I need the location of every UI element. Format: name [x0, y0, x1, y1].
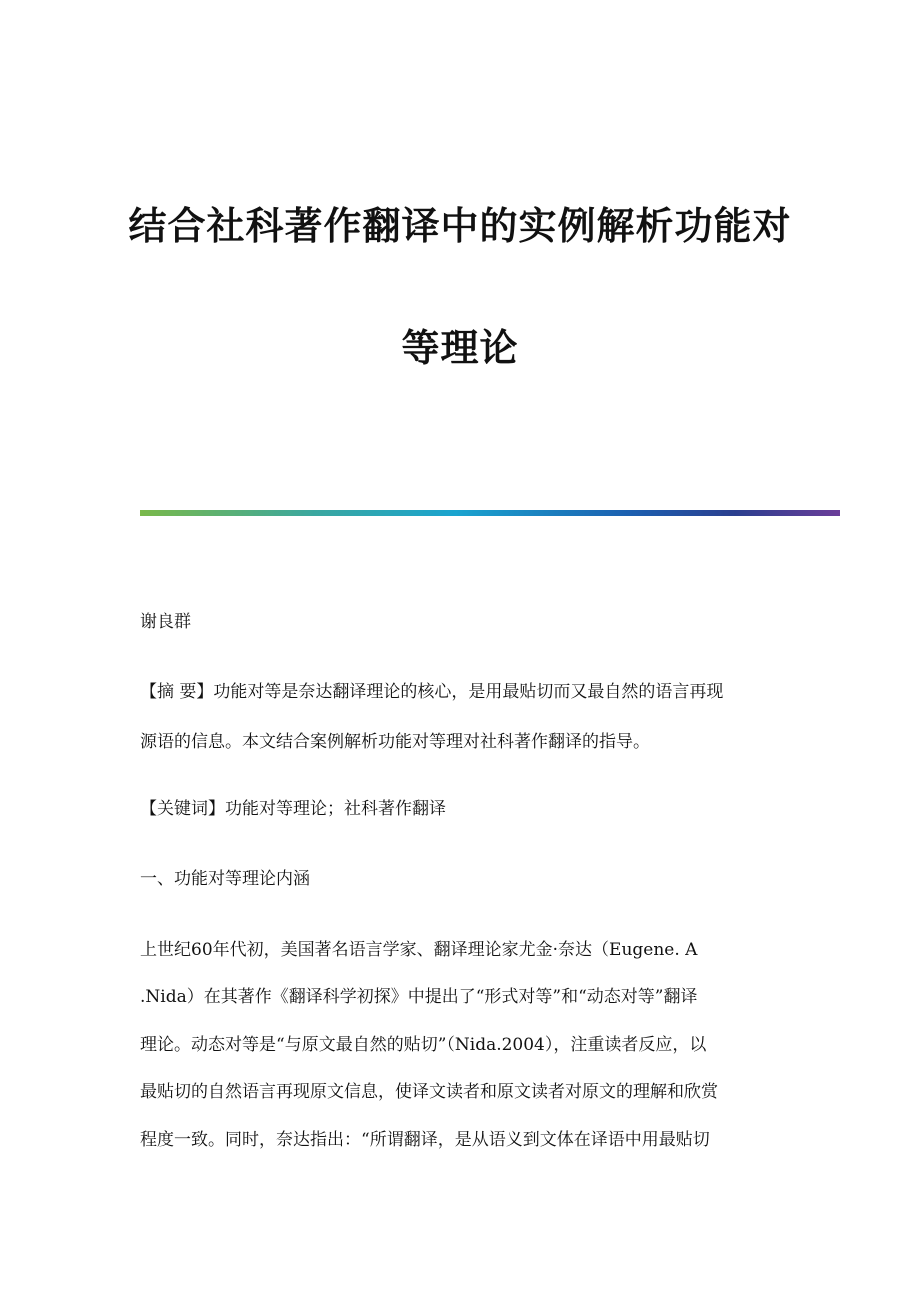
body-line-3: 理论。动态对等是“与原文最自然的贴切”（Nida.2004），注重读者反应，以 — [140, 1035, 707, 1055]
document-title-line-2: 等理论 — [401, 326, 519, 370]
body-line-1: 上世纪60年代初，美国著名语言学家、翻译理论家尤金·奈达（Eugene. A — [140, 940, 698, 960]
body-line-5: 程度一致。同时，奈达指出：“所谓翻译，是从语义到文体在译语中用最贴切 — [140, 1130, 710, 1150]
document-title-line-1: 结合社科著作翻译中的实例解析功能对 — [128, 204, 792, 248]
section-heading: 一、功能对等理论内涵 — [140, 869, 310, 889]
body-line-2: .Nida）在其著作《翻译科学初探》中提出了“形式对等”和“动态对等”翻译 — [140, 987, 698, 1007]
author-name: 谢良群 — [140, 612, 191, 632]
abstract-line-2: 源语的信息。本文结合案例解析功能对等理对社科著作翻译的指导。 — [140, 732, 650, 752]
body-line-4: 最贴切的自然语言再现原文信息，使译文读者和原文读者对原文的理解和欣赏 — [140, 1082, 718, 1102]
abstract-line-1: 【摘 要】功能对等是奈达翻译理论的核心，是用最贴切而又最自然的语言再现 — [140, 682, 724, 702]
gradient-divider — [140, 510, 840, 516]
keywords-line: 【关键词】功能对等理论；社科著作翻译 — [140, 799, 446, 819]
